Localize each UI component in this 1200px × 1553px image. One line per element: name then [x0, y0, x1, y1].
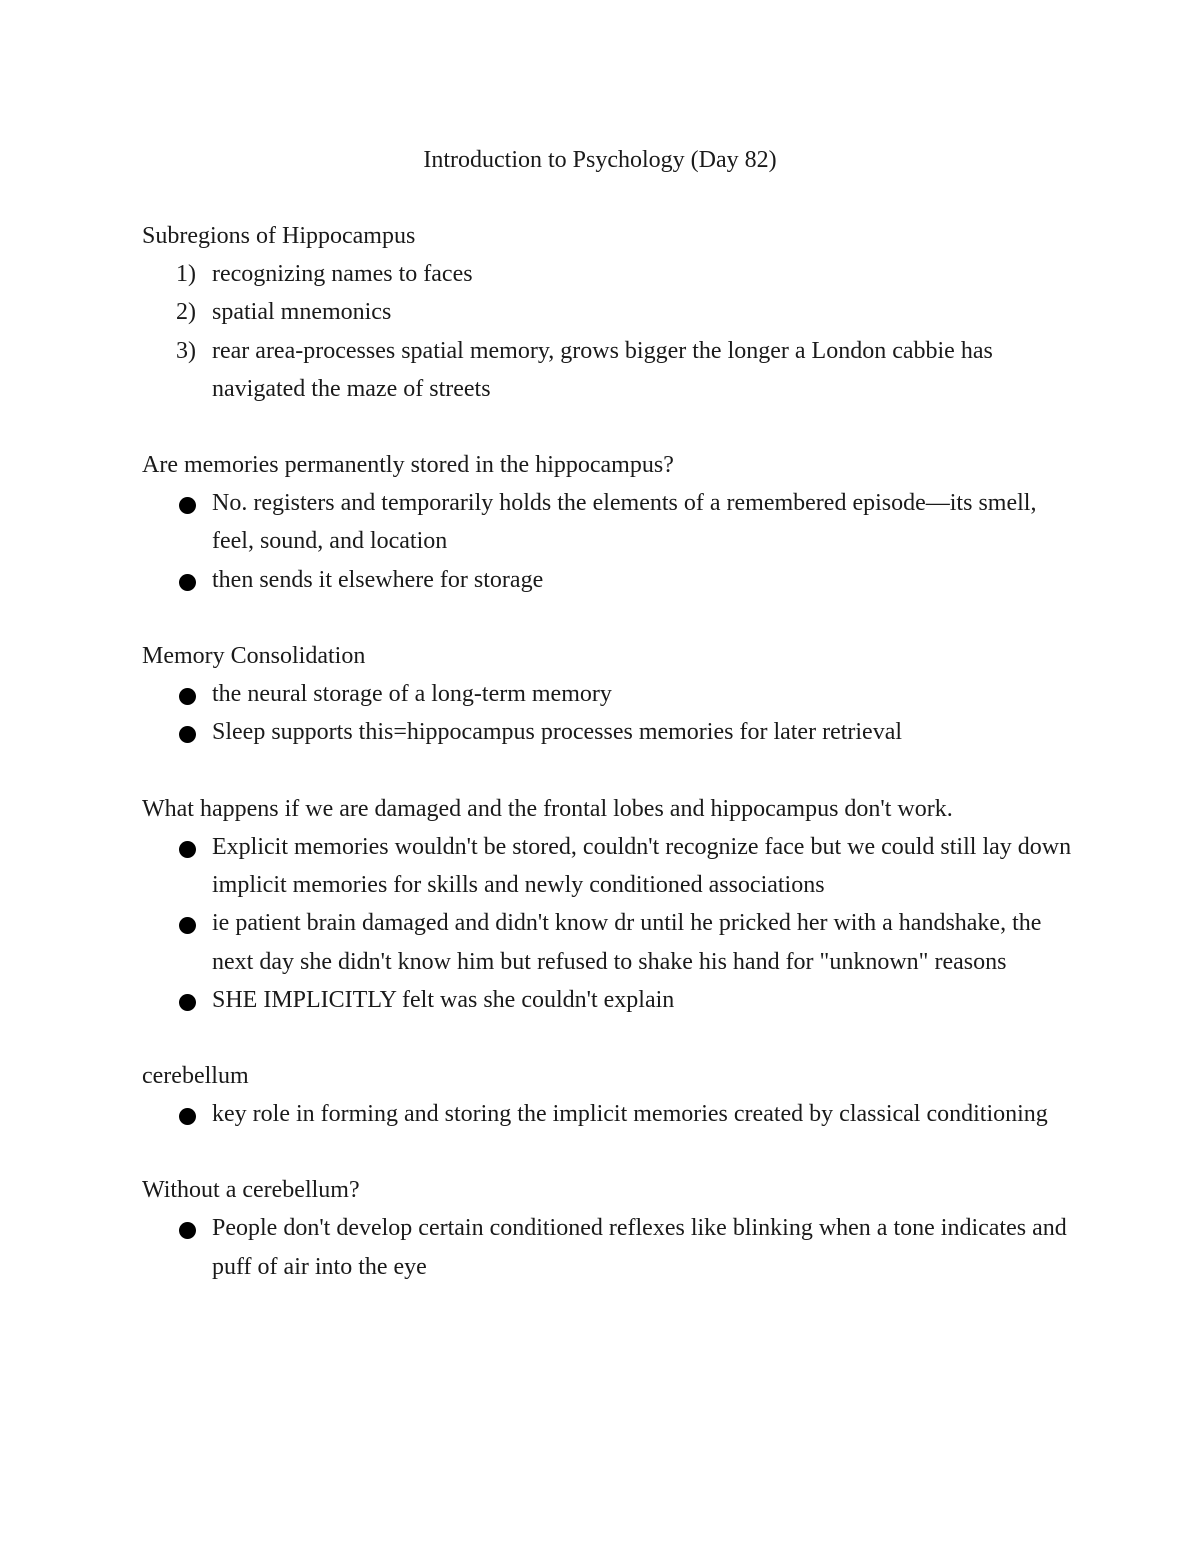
bullet-list: [142, 1209, 1072, 1286]
list-item-text: key role in forming and storing the implicit memories created by classical conditioning: [212, 1101, 1048, 1128]
bullet-icon: [179, 1222, 196, 1239]
list-item-text: Sleep supports this=hippocampus processes memories for later retrieval: [212, 719, 903, 746]
list-item: [142, 255, 1072, 293]
list-item: [142, 332, 1072, 409]
bullet-icon: [179, 574, 196, 591]
list-item-text: SHE IMPLICITLY felt was she couldn't explain: [212, 986, 675, 1013]
bullet-icon: [179, 994, 196, 1011]
section-damage: [142, 790, 1072, 1019]
section-without-cerebellum: [142, 1171, 1072, 1286]
section-heading: cerebellum: [142, 1063, 249, 1090]
section-heading: What happens if we are damaged and the frontal lobes and hippocampus don't work.: [142, 795, 953, 822]
section-memory-consolidation: [142, 637, 1072, 752]
document-body: [142, 217, 1072, 1324]
list-item-text: then sends it elsewhere for storage: [212, 566, 544, 593]
bullet-icon: [179, 497, 196, 514]
list-item: [142, 1095, 1072, 1133]
list-item-text: Explicit memories wouldn't be stored, couldn't recognize face but we could still lay down implicit memories for skills and newly conditioned associations: [212, 833, 1072, 898]
list-item-text: People don't develop certain conditioned reflexes like blinking when a tone indicates and puff of air into the eye: [212, 1215, 1067, 1280]
list-item: [142, 484, 1072, 561]
section-heading: Without a cerebellum?: [142, 1177, 360, 1204]
list-item: [142, 713, 1072, 751]
bullet-list: [142, 828, 1072, 1019]
list-number: 1): [176, 261, 196, 287]
section-hippocampus-subregions: [142, 217, 1072, 408]
section-memory-storage: [142, 446, 1072, 599]
list-item: [142, 904, 1072, 981]
list-item: [142, 561, 1072, 599]
bullet-icon: [179, 841, 196, 858]
list-item: [142, 675, 1072, 713]
list-item-text: the neural storage of a long-term memory: [212, 681, 612, 708]
list-item: [142, 828, 1072, 905]
numbered-list: [142, 255, 1072, 408]
list-item-text: spatial mnemonics: [212, 299, 392, 326]
list-item-text: ie patient brain damaged and didn't know dr until he pricked her with a handshake, the next day she didn't know him but refused to shake his hand for "unknown" reasons: [212, 910, 1042, 975]
bullet-icon: [179, 1108, 196, 1125]
bullet-list: [142, 484, 1072, 599]
list-item: [142, 981, 1072, 1019]
list-number: 3): [176, 337, 196, 364]
section-heading: Are memories permanently stored in the hippocampus?: [142, 452, 674, 479]
bullet-list: [142, 675, 1072, 752]
bullet-icon: [179, 917, 196, 934]
list-number: 2): [176, 299, 196, 326]
section-heading: Memory Consolidation: [142, 643, 366, 670]
section-heading: Subregions of Hippocampus: [142, 223, 416, 249]
bullet-list: [142, 1095, 1072, 1133]
list-item: [142, 293, 1072, 331]
bullet-icon: [179, 688, 196, 705]
page-title: Introduction to Psychology (Day 82): [423, 147, 777, 173]
list-item-text: recognizing names to faces: [212, 261, 473, 287]
list-item-text: rear area-processes spatial memory, grows bigger the longer a London cabbie has navigated the maze of streets: [212, 337, 993, 402]
section-cerebellum: [142, 1057, 1072, 1133]
list-item: [142, 1209, 1072, 1286]
bullet-icon: [179, 726, 196, 743]
list-item-text: No. registers and temporarily holds the elements of a remembered episode—its smell, feel, sound, and location: [212, 490, 1037, 555]
